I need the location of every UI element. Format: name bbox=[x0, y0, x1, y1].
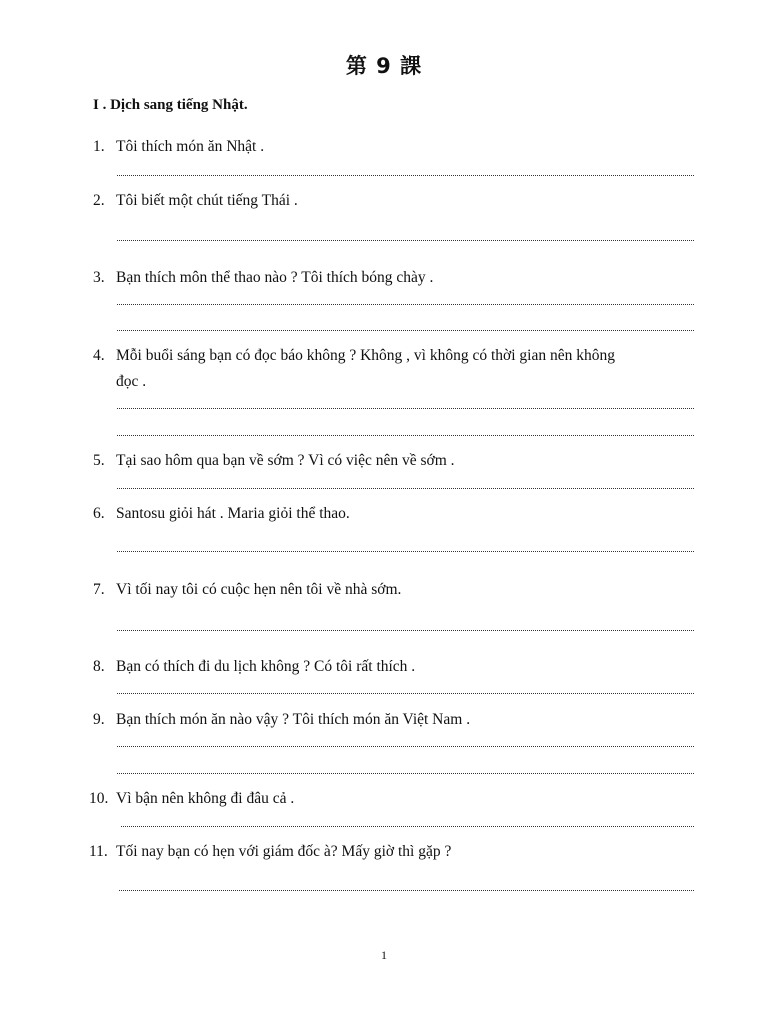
answer-line bbox=[117, 304, 694, 305]
answer-line bbox=[117, 488, 694, 489]
question-number: 3. bbox=[93, 269, 105, 286]
answer-line bbox=[117, 240, 694, 241]
question-number: 5. bbox=[93, 452, 105, 469]
section-heading: I . Dịch sang tiếng Nhật. bbox=[93, 97, 248, 113]
answer-line bbox=[121, 826, 694, 827]
answer-line bbox=[117, 746, 694, 747]
question-text: Santosu giỏi hát . Maria giỏi thể thao. bbox=[116, 505, 350, 522]
question-number: 11. bbox=[89, 843, 108, 860]
answer-line bbox=[117, 435, 694, 436]
question-number: 2. bbox=[93, 192, 105, 209]
question-text-continued: đọc . bbox=[116, 373, 147, 390]
question-number: 6. bbox=[93, 505, 105, 522]
question-text: Vì tối nay tôi có cuộc hẹn nên tôi về nhà sớm. bbox=[116, 581, 402, 598]
question-number: 10. bbox=[89, 790, 109, 807]
page-number: 1 bbox=[381, 948, 387, 962]
page-title: 第 9 課 bbox=[345, 54, 423, 78]
question-text: Tại sao hôm qua bạn về sớm ? Vì có việc nên về sớm . bbox=[116, 452, 455, 469]
question-number: 4. bbox=[93, 347, 105, 364]
answer-line bbox=[117, 773, 694, 774]
question-number: 1. bbox=[93, 138, 105, 155]
question-number: 7. bbox=[93, 581, 105, 598]
question-text: Bạn thích món ăn nào vậy ? Tôi thích món ăn Việt Nam . bbox=[116, 711, 471, 728]
answer-line bbox=[117, 693, 694, 694]
question-text: Mỗi buổi sáng bạn có đọc báo không ? Không , vì không có thời gian nên không bbox=[116, 347, 615, 364]
question-number: 9. bbox=[93, 711, 105, 728]
question-text: Tối nay bạn có hẹn với giám đốc à? Mấy giờ thì gặp ? bbox=[116, 843, 452, 860]
answer-line bbox=[117, 175, 694, 176]
question-text: Vì bận nên không đi đâu cả . bbox=[116, 790, 295, 807]
answer-line bbox=[117, 330, 694, 331]
answer-line bbox=[119, 890, 694, 891]
question-number: 8. bbox=[93, 658, 105, 675]
answer-line bbox=[117, 408, 694, 409]
question-text: Bạn có thích đi du lịch không ? Có tôi rất thích . bbox=[116, 658, 416, 675]
question-text: Bạn thích môn thể thao nào ? Tôi thích bóng chày . bbox=[116, 269, 434, 286]
answer-line bbox=[117, 551, 694, 552]
question-text: Tôi thích món ăn Nhật . bbox=[116, 138, 265, 155]
question-text: Tôi biết một chút tiếng Thái . bbox=[116, 192, 298, 209]
answer-line bbox=[117, 630, 694, 631]
